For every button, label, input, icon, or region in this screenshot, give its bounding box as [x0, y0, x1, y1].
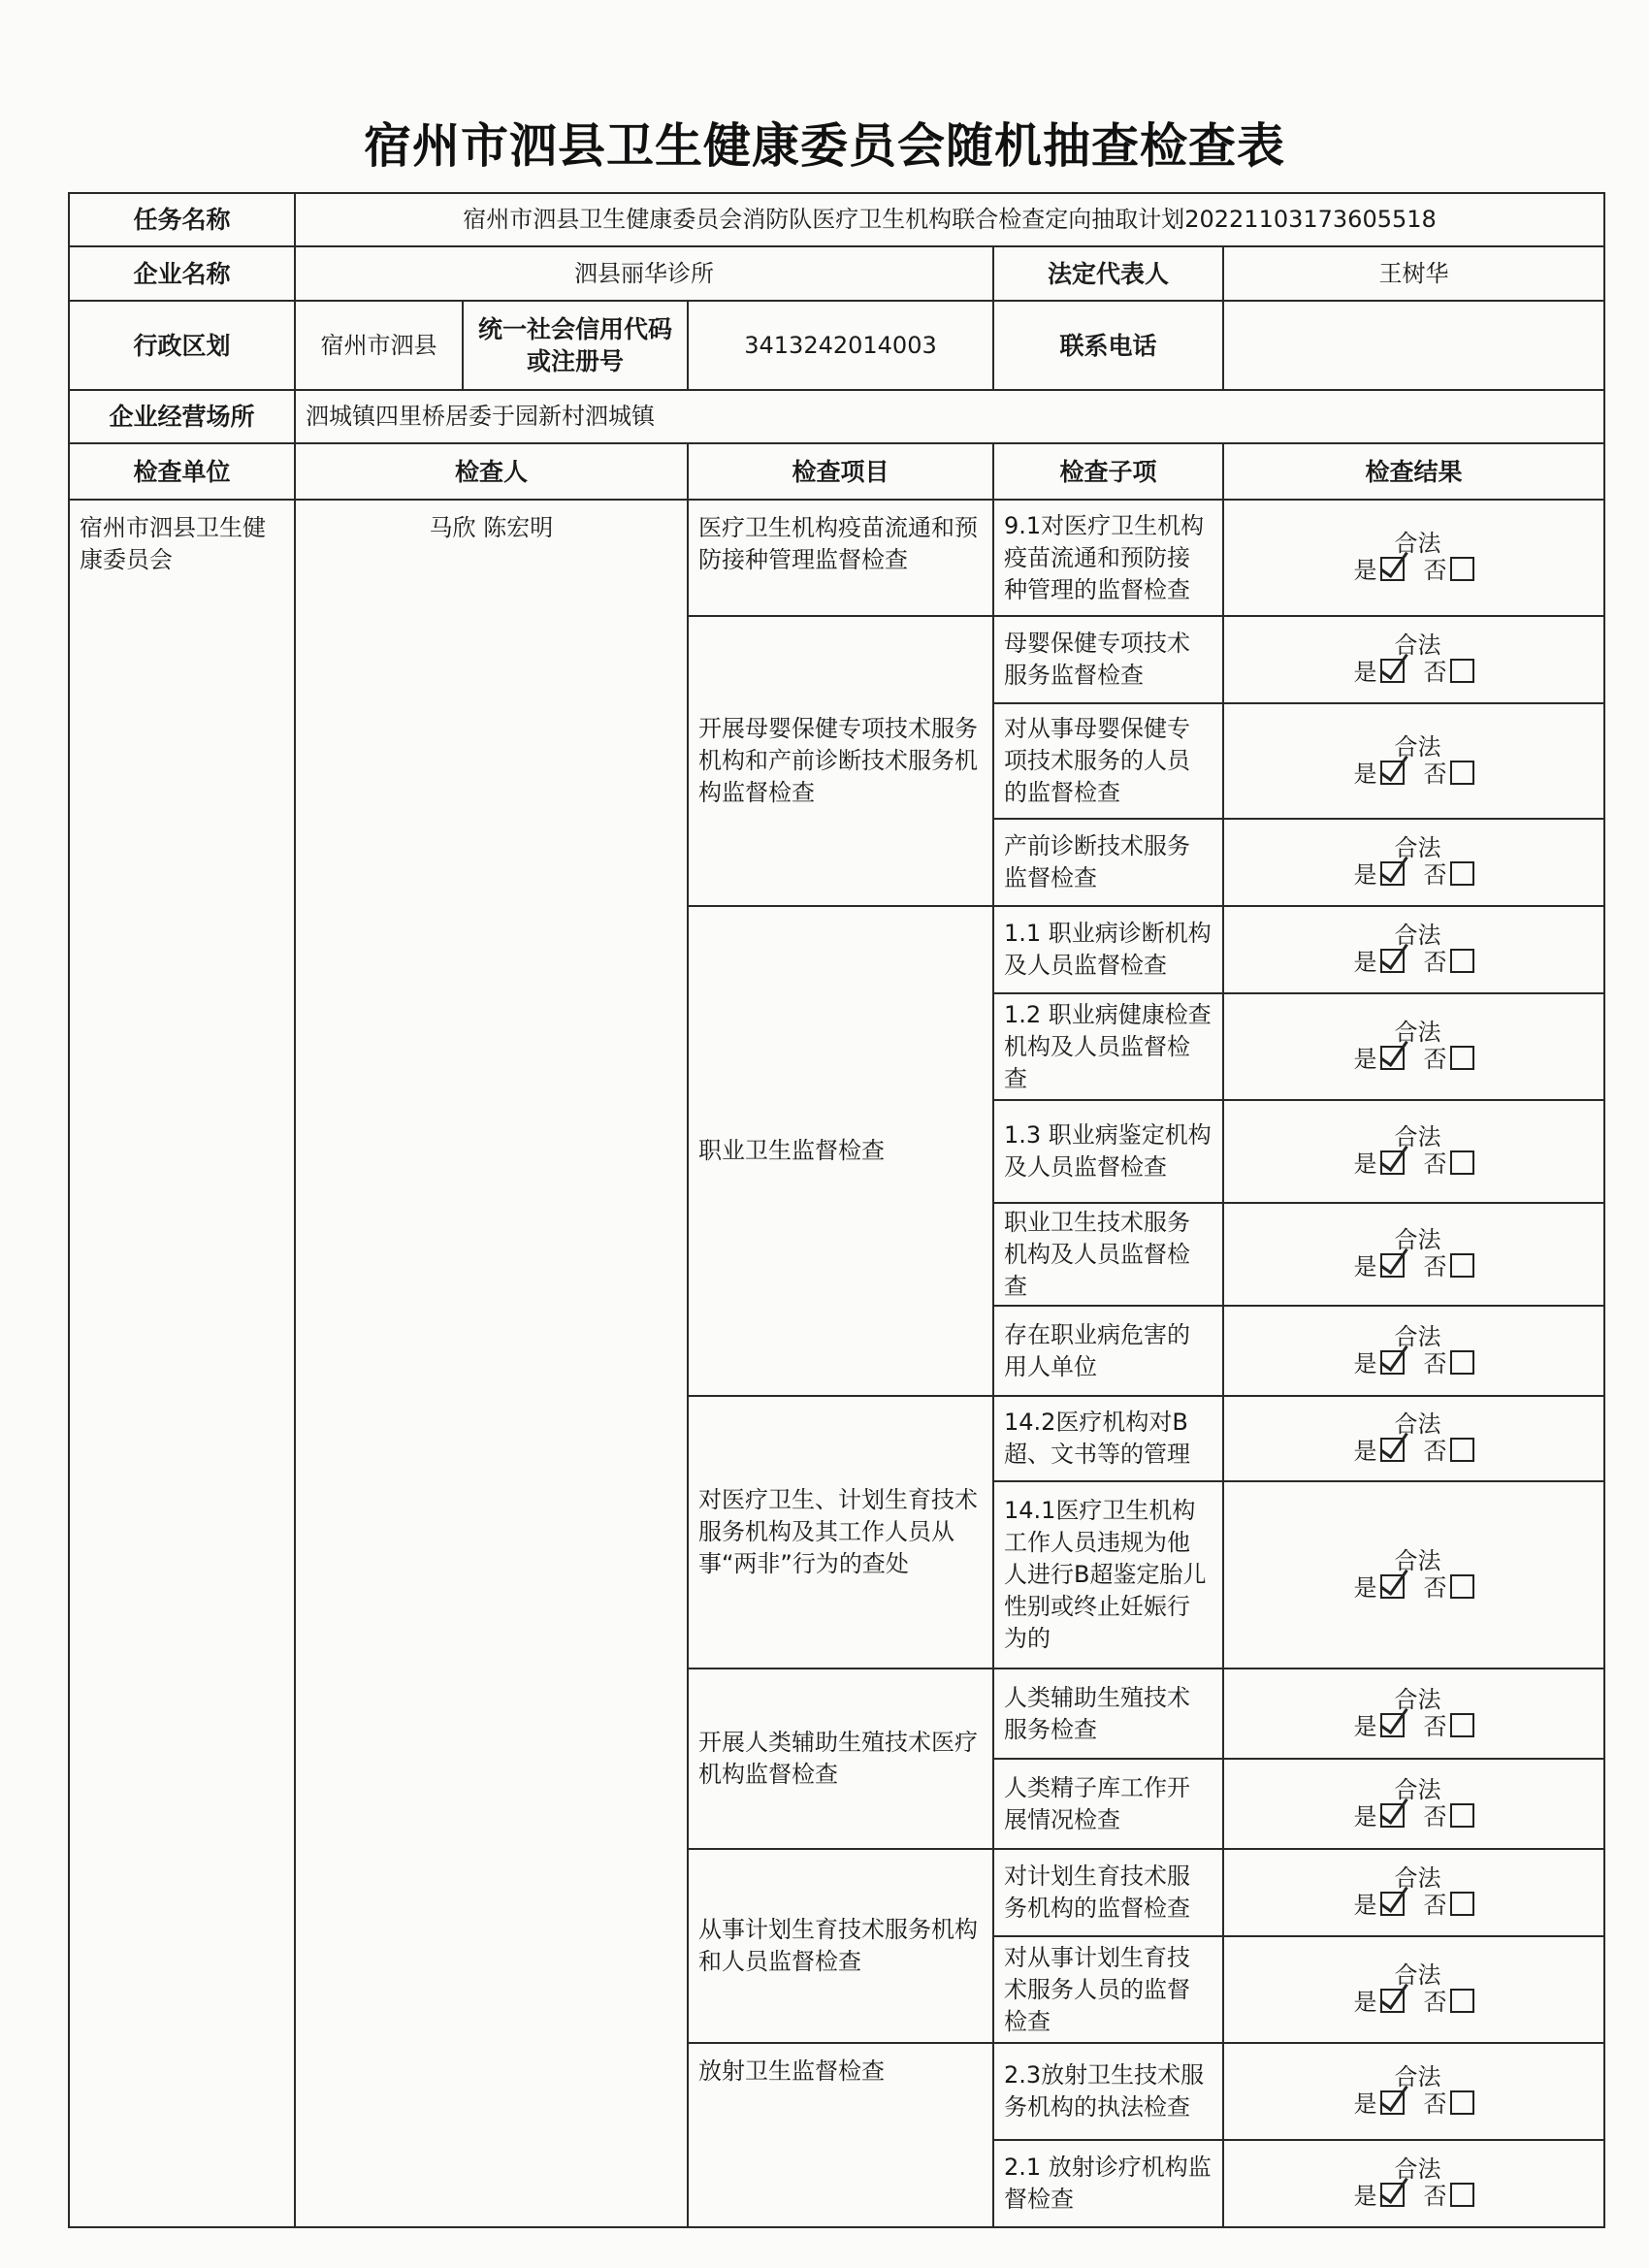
result-legal-label: 合法: [1394, 1410, 1441, 1438]
check-subitem: 2.3放射卫生技术服务机构的执法检查: [993, 2043, 1223, 2140]
check-result: [1223, 1669, 1604, 1759]
no-checkbox[interactable]: [1450, 1574, 1474, 1599]
result-legal-label: 合法: [1394, 1685, 1441, 1713]
yes-checkbox[interactable]: [1380, 1803, 1405, 1828]
task-value: 宿州市泗县卫生健康委员会消防队医疗卫生机构联合检查定向抽取计划20221103173605518: [295, 193, 1604, 246]
yes-checkbox[interactable]: [1380, 1713, 1405, 1737]
yes-label: 是: [1353, 1349, 1377, 1377]
inspector-names: 马欣 陈宏明: [295, 500, 688, 2227]
result-legal-label: 合法: [1394, 1961, 1441, 1989]
check-subitem: 14.1医疗卫生机构工作人员违规为他人进行B超鉴定胎儿性别或终止妊娠行为的: [993, 1481, 1223, 1669]
check-result: [1223, 1306, 1604, 1396]
check-result: [1223, 500, 1604, 616]
credit-code-value: 3413242014003: [688, 301, 993, 390]
no-checkbox[interactable]: [1450, 1150, 1474, 1175]
check-result: [1223, 1481, 1604, 1669]
no-label: 否: [1423, 1150, 1447, 1178]
address-value: 泗城镇四里桥居委于园新村泗城镇: [295, 390, 1604, 443]
no-label: 否: [1423, 557, 1447, 584]
no-checkbox[interactable]: [1450, 1803, 1474, 1828]
no-checkbox[interactable]: [1450, 1253, 1474, 1278]
check-item: 职业卫生监督检查: [688, 906, 993, 1396]
company-value: 泗县丽华诊所: [295, 246, 993, 301]
phone-value: [1223, 301, 1604, 390]
check-result: [1223, 1759, 1604, 1849]
check-subitem: 1.1 职业病诊断机构及人员监督检查: [993, 906, 1223, 993]
yes-label: 是: [1353, 1573, 1377, 1602]
phone-label: 联系电话: [993, 301, 1223, 390]
result-legal-label: 合法: [1394, 1864, 1441, 1892]
check-subitem: 14.2医疗机构对B超、文书等的管理: [993, 1396, 1223, 1481]
address-label: 企业经营场所: [69, 390, 295, 443]
no-label: 否: [1423, 861, 1447, 889]
yes-label: 是: [1353, 949, 1377, 976]
result-legal-label: 合法: [1394, 732, 1441, 761]
yes-label: 是: [1353, 1046, 1377, 1073]
no-checkbox[interactable]: [1450, 949, 1474, 973]
no-label: 否: [1423, 760, 1447, 788]
check-result: [1223, 993, 1604, 1100]
check-subitem: 母婴保健专项技术服务监督检查: [993, 616, 1223, 703]
legal-rep-label: 法定代表人: [993, 246, 1223, 301]
check-subitem: 1.3 职业病鉴定机构及人员监督检查: [993, 1100, 1223, 1203]
yes-label: 是: [1353, 1150, 1377, 1178]
check-subitem: 产前诊断技术服务监督检查: [993, 819, 1223, 906]
legal-rep-value: 王树华: [1223, 246, 1604, 301]
check-subitem: 对计划生育技术服务机构的监督检查: [993, 1849, 1223, 1936]
yes-checkbox[interactable]: [1380, 2090, 1405, 2115]
result-legal-label: 合法: [1394, 1226, 1441, 1253]
yes-label: 是: [1353, 1802, 1377, 1831]
no-checkbox[interactable]: [1450, 659, 1474, 683]
no-checkbox[interactable]: [1450, 2183, 1474, 2207]
unit-header: 检查单位: [69, 443, 295, 500]
check-result: [1223, 906, 1604, 993]
result-legal-label: 合法: [1394, 632, 1441, 659]
row-company: [69, 246, 1604, 301]
no-label: 否: [1423, 1892, 1447, 1919]
yes-label: 是: [1353, 861, 1377, 889]
yes-label: 是: [1353, 1253, 1377, 1280]
yes-checkbox[interactable]: [1380, 2183, 1405, 2207]
result-legal-label: 合法: [1394, 1019, 1441, 1046]
yes-checkbox[interactable]: [1380, 659, 1405, 683]
check-result: [1223, 1849, 1604, 1936]
no-label: 否: [1423, 1349, 1447, 1377]
yes-label: 是: [1353, 1989, 1377, 2016]
item-header: 检查项目: [688, 443, 993, 500]
check-result: [1223, 703, 1604, 819]
yes-label: 是: [1353, 2183, 1377, 2210]
no-label: 否: [1423, 1573, 1447, 1602]
check-item: 开展人类辅助生殖技术医疗机构监督检查: [688, 1669, 993, 1849]
no-label: 否: [1423, 1438, 1447, 1465]
check-result: [1223, 819, 1604, 906]
check-result: [1223, 616, 1604, 703]
check-result: [1223, 2140, 1604, 2227]
yes-checkbox[interactable]: [1380, 1150, 1405, 1175]
check-item: 医疗卫生机构疫苗流通和预防接种管理监督检查: [688, 500, 993, 616]
check-subitem: 存在职业病危害的用人单位: [993, 1306, 1223, 1396]
result-legal-label: 合法: [1394, 1546, 1441, 1574]
check-item: 开展母婴保健专项技术服务机构和产前诊断技术服务机构监督检查: [688, 616, 993, 906]
task-label: 任务名称: [69, 193, 295, 246]
yes-label: 是: [1353, 1712, 1377, 1740]
check-item: 放射卫生监督检查: [688, 2043, 993, 2227]
result-legal-label: 合法: [1394, 1123, 1441, 1150]
row-region: [69, 301, 1604, 390]
no-label: 否: [1423, 2183, 1447, 2210]
subitem-header: 检查子项: [993, 443, 1223, 500]
result-legal-label: 合法: [1394, 834, 1441, 861]
row-address: [69, 390, 1604, 443]
check-subitem: 9.1对医疗卫生机构疫苗流通和预防接种管理的监督检查: [993, 500, 1223, 616]
no-checkbox[interactable]: [1450, 1350, 1474, 1375]
no-checkbox[interactable]: [1450, 1046, 1474, 1070]
region-value: 宿州市泗县: [295, 301, 463, 390]
check-result: [1223, 1203, 1604, 1306]
check-item: 从事计划生育技术服务机构和人员监督检查: [688, 1849, 993, 2043]
inspection-table: [68, 192, 1605, 2228]
yes-checkbox[interactable]: [1380, 1989, 1405, 2013]
no-checkbox[interactable]: [1450, 861, 1474, 886]
yes-label: 是: [1353, 1892, 1377, 1919]
yes-checkbox[interactable]: [1380, 1046, 1405, 1070]
result-header: 检查结果: [1223, 443, 1604, 500]
credit-code-label: 统一社会信用代码或注册号: [463, 301, 688, 390]
result-legal-label: 合法: [1394, 530, 1441, 557]
yes-label: 是: [1353, 760, 1377, 788]
result-legal-label: 合法: [1394, 1322, 1441, 1350]
no-label: 否: [1423, 1712, 1447, 1740]
inspector-header: 检查人: [295, 443, 688, 500]
check-subitem: 1.2 职业病健康检查机构及人员监督检查: [993, 993, 1223, 1100]
check-result: [1223, 2043, 1604, 2140]
no-checkbox[interactable]: [1450, 557, 1474, 581]
check-result: [1223, 1396, 1604, 1481]
yes-checkbox[interactable]: [1380, 1892, 1405, 1916]
yes-checkbox[interactable]: [1380, 761, 1405, 785]
row-task: [69, 193, 1604, 246]
no-checkbox[interactable]: [1450, 1713, 1474, 1737]
yes-checkbox[interactable]: [1380, 1350, 1405, 1375]
no-checkbox[interactable]: [1450, 1438, 1474, 1462]
inspection-unit: 宿州市泗县卫生健康委员会: [69, 500, 295, 2227]
check-subitem: 对从事计划生育技术服务人员的监督检查: [993, 1936, 1223, 2043]
no-checkbox[interactable]: [1450, 2090, 1474, 2115]
check-subitem: 人类辅助生殖技术服务检查: [993, 1669, 1223, 1759]
no-label: 否: [1423, 1046, 1447, 1073]
yes-checkbox[interactable]: [1380, 949, 1405, 973]
check-subitem: 职业卫生技术服务机构及人员监督检查: [993, 1203, 1223, 1306]
yes-checkbox[interactable]: [1380, 861, 1405, 886]
result-legal-label: 合法: [1394, 922, 1441, 949]
no-checkbox[interactable]: [1450, 761, 1474, 785]
row-header: [69, 443, 1604, 500]
check-subitem: 2.1 放射诊疗机构监督检查: [993, 2140, 1223, 2227]
check-item: 对医疗卫生、计划生育技术服务机构及其工作人员从事“两非”行为的查处: [688, 1396, 993, 1669]
no-label: 否: [1423, 1253, 1447, 1280]
no-label: 否: [1423, 1989, 1447, 2016]
no-label: 否: [1423, 1802, 1447, 1831]
no-label: 否: [1423, 659, 1447, 686]
check-subitem: 对从事母婴保健专项技术服务的人员的监督检查: [993, 703, 1223, 819]
yes-label: 是: [1353, 659, 1377, 686]
result-legal-label: 合法: [1394, 2155, 1441, 2183]
check-result: [1223, 1100, 1604, 1203]
check-subitem: 人类精子库工作开展情况检查: [993, 1759, 1223, 1849]
no-checkbox[interactable]: [1450, 1989, 1474, 2013]
yes-label: 是: [1353, 1438, 1377, 1465]
no-label: 否: [1423, 2090, 1447, 2118]
yes-checkbox[interactable]: [1380, 557, 1405, 581]
result-legal-label: 合法: [1394, 2063, 1441, 2090]
region-label: 行政区划: [69, 301, 295, 390]
yes-checkbox[interactable]: [1380, 1438, 1405, 1462]
no-label: 否: [1423, 949, 1447, 976]
yes-checkbox[interactable]: [1380, 1253, 1405, 1278]
check-row: [69, 500, 1604, 616]
company-label: 企业名称: [69, 246, 295, 301]
no-checkbox[interactable]: [1450, 1892, 1474, 1916]
yes-checkbox[interactable]: [1380, 1574, 1405, 1599]
check-result: [1223, 1936, 1604, 2043]
page-title: 宿州市泗县卫生健康委员会随机抽查检查表: [363, 118, 1285, 174]
result-legal-label: 合法: [1394, 1775, 1441, 1803]
yes-label: 是: [1353, 557, 1377, 584]
yes-label: 是: [1353, 2090, 1377, 2118]
